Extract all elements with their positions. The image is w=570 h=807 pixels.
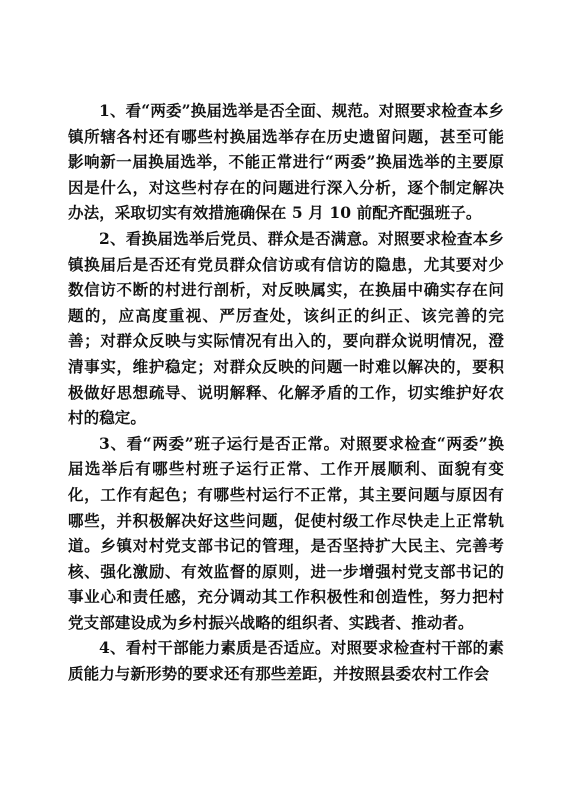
paragraph-2: 2、看换届选举后党员、群众是否满意。对照要求检查本乡镇换届后是否还有党员群众信访或有信访的隐患，尤其要对少数信访不断的村进行剖析，对反映属实，在换届中确实存在问题的，应高度重视、严厉查处，该纠正的纠正、该完善的完善；对群众反映与实际情况有出入的，要向群众说明情况，澄清事实，维护稳定；对群众反映的问题一时难以解决的，要积极做好思想疏导、说明解释、化解矛盾的工作，切实维护好农村的稳定。 (68, 228, 504, 428)
paragraph-4: 4、看村干部能力素质是否适应。对照要求检查村干部的素质能力与新形势的要求还有那些差距，并按照县委农村工作会 (68, 638, 504, 684)
paragraph-3: 3、看“两委”班子运行是否正常。对照要求检查“两委”换届选举后有哪些村班子运行正常、工作开展顺利、面貌有变化，工作有起色；有哪些村运行不正常，其主要问题与原因有哪些，并积极解决好这些问题，促使村级工作尽快走上正常轨道。乡镇对村党支部书记的管理，是否坚持扩大民主、完善考核、强化激励、有效监督的原则，进一步增强村党支部书记的事业心和责任感，充分调动其工作积极性和创造性，努力把村党支部建设成为乡村振兴战略的组织者、实践者、推动者。 (68, 433, 504, 632)
document-body (68, 98, 504, 687)
paragraph-1: 1、看“两委”换届选举是否全面、规范。对照要求检查本乡镇所辖各村还有哪些村换届选举存在历史遗留问题，甚至可能影响新一届换届选举，不能正常进行“两委”换届选举的主要原因是什么，对这些村存在的问题进行深入分析，逐个制定解决办法，采取切实有效措施确保在 5 月 10 前配齐配强班子。 (68, 101, 504, 223)
